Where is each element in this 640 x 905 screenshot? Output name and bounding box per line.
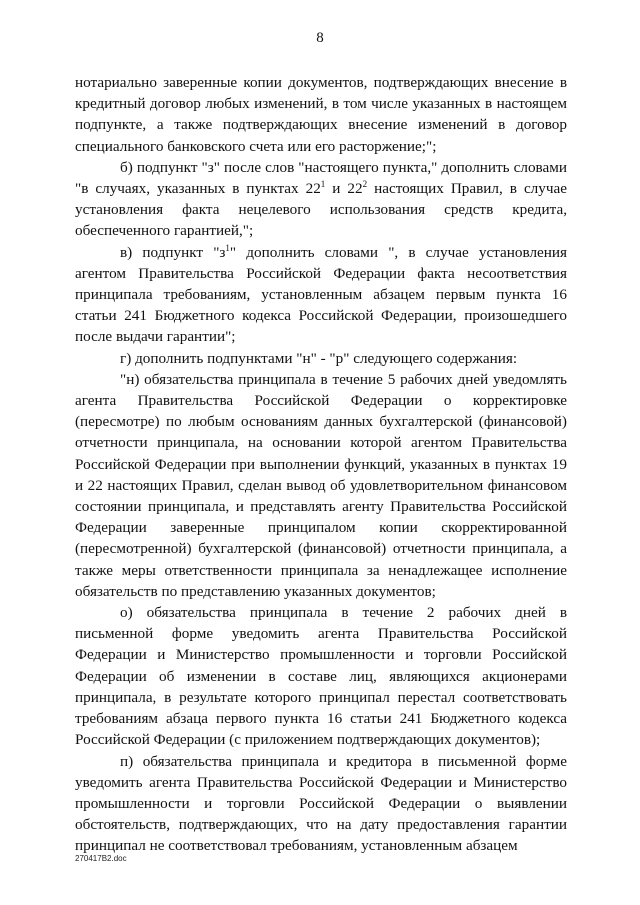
footer-filename: 270417B2.doc <box>75 854 127 863</box>
document-body <box>75 72 567 857</box>
paragraph-continuation: нотариально заверенные копии документов, подтверждающих внесение в кредитный договор любых изменений, в том числе указанных в настоящем подпункте, а также подтверждающих внесение изменений в договор специального банковского счета или его расторжение;"; <box>75 74 567 155</box>
superscript: 2 <box>362 178 368 189</box>
paragraph-subitem-o: о) обязательства принципала в течение 2 рабочих дней в письменной форме уведомить агента Правительства Российской Федерации и Министерство промышленности и торговли Российской Федерации об изменении в составе лиц, являющихся акционерами принципала, в результате которого принципал перестал соответствовать требованиям абзаца первого пункта 16 статьи 241 Бюджетного кодекса Российской Федерации (с приложением подтверждающих документов); <box>75 604 567 749</box>
superscript: 1 <box>225 242 230 253</box>
paragraph-subitem-b <box>75 157 567 242</box>
text-run: " дополнить словами ", в случае установления агентом Правительства Российской Федерации факта несоответствия принципала требованиям, установленным абзацем первым пункта 16 статьи 241 Бюджетного кодекса Российской Федерации, произошедшего после выдачи гарантии"; <box>75 243 568 346</box>
paragraph-subitem-v <box>75 242 567 348</box>
page-number: 8 <box>316 30 324 46</box>
text-run: б) подпункт "з" после слов "настоящего пункта," дополнить словами "в случаях, указанных в пунктах 22 <box>75 158 567 198</box>
paragraph-subitem-g: г) дополнить подпунктами "н" - "р" следующего содержания: <box>120 349 518 367</box>
text-run: в) подпункт "з <box>120 243 226 261</box>
text-run: настоящих Правил, в случае установления факта нецелевого использования средств кредита, обеспеченного гарантией,"; <box>75 180 567 240</box>
paragraph-subitem-n: "н) обязательства принципала в течение 5 рабочих дней уведомлять агента Правительства Российской Федерации о корректировке (пересмотре) по любым основаниям данных бухгалтерской (финансовой) отчетности принципала, на основании которой агентом Правительства Российской Федерации при выполнении функций, указанных в пунктах 19 и 22 настоящих Правил, сделан вывод об удовлетворительном финансовом состоянии принципала, и представлять агенту Правительства Российской Федерации заверенные принципалом копии скорректированной (пересмотренной) бухгалтерской (финансовой) отчетности принципала, а также меры ответственности принципала за ненадлежащее исполнение обязательств по представлению указанных документов; <box>75 370 567 600</box>
superscript: 1 <box>320 178 326 189</box>
text-run: и 22 <box>325 180 363 198</box>
paragraph-subitem-p: п) обязательства принципала и кредитора в письменной форме уведомить агента Правительства Российской Федерации и Министерство промышленности и торговли Российской Федерации о выявлении обстоятельств, подтверждающих, что на дату предоставления гарантии принципал не соответствовал требованиям, установленным абзацем <box>75 752 567 855</box>
